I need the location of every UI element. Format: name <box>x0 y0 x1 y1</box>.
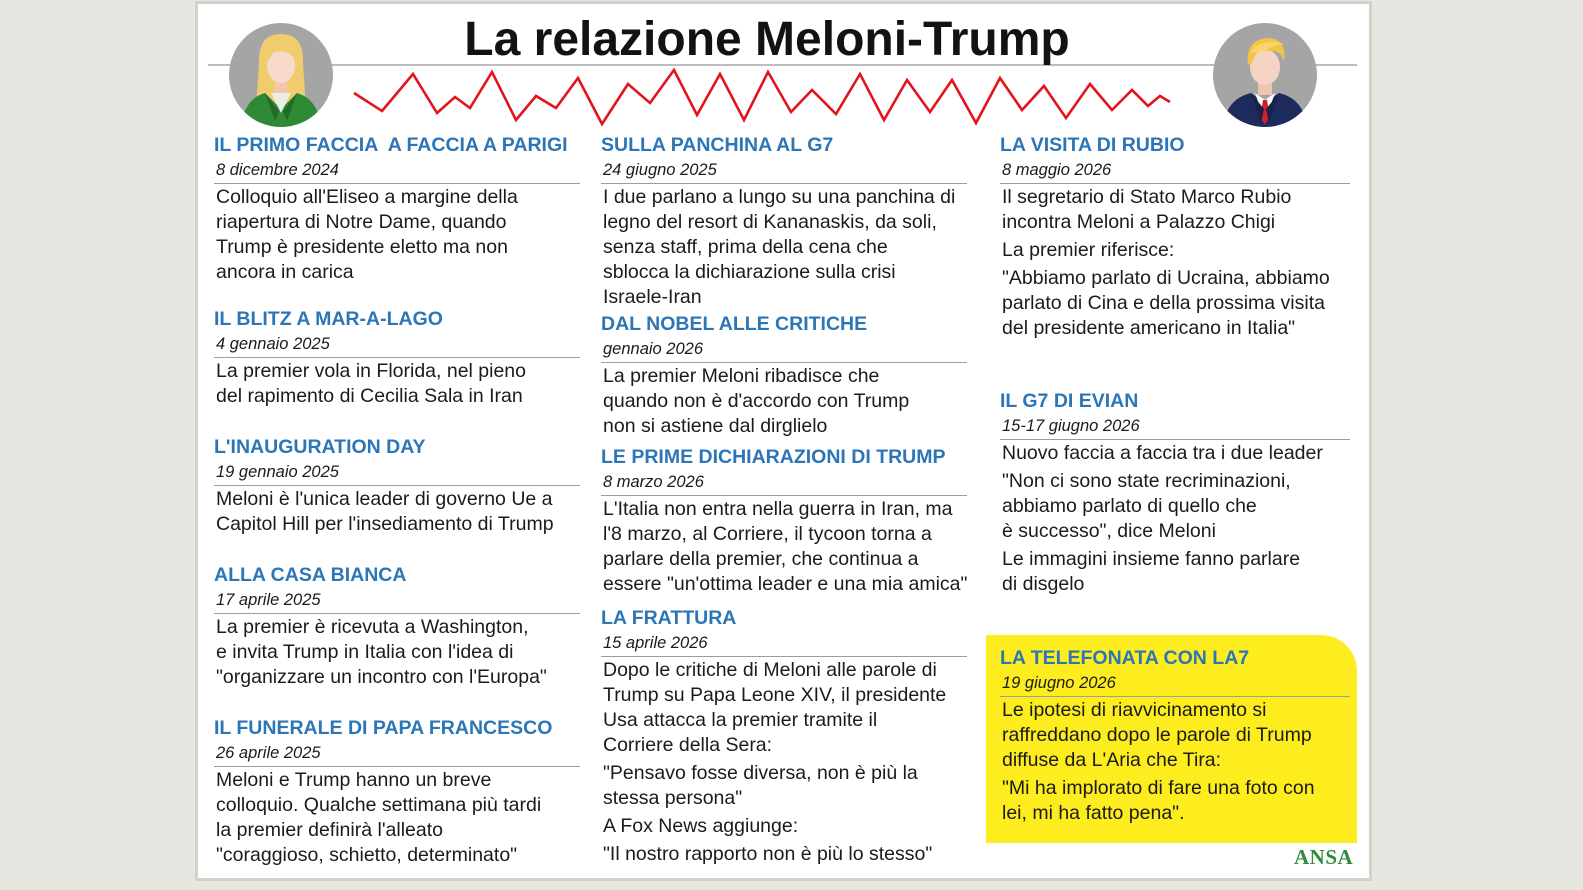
entry-line: stessa persona" <box>603 787 743 809</box>
timeline-entry <box>601 606 967 867</box>
timeline-entry <box>601 445 967 597</box>
entry-body <box>214 615 580 690</box>
entry-date: 24 giugno 2025 <box>601 158 967 184</box>
timeline-entry <box>1000 133 1350 341</box>
entry-line: La premier vola in Florida, nel pieno <box>216 360 527 382</box>
entry-body <box>1000 185 1350 341</box>
entry-line: non si astiene dal dirglielo <box>603 415 828 437</box>
entry-line: "Pensavo fosse diversa, non è più la <box>603 762 918 784</box>
entry-line: Usa attacca la premier tramite il <box>603 709 878 731</box>
entry-line: Le immagini insieme fanno parlare <box>1002 548 1301 570</box>
entry-line: Nuovo faccia a faccia tra i due leader <box>1002 442 1323 464</box>
entry-line: A Fox News aggiunge: <box>603 815 799 837</box>
entry-heading: IL FUNERALE DI PAPA FRANCESCO <box>214 717 553 739</box>
entry-line: senza staff, prima della cena che <box>603 236 888 258</box>
entry-heading: LE PRIME DICHIARAZIONI DI TRUMP <box>601 446 946 468</box>
entry-line: La premier Meloni ribadisce che <box>603 365 880 387</box>
entry-line: la premier definirà l'alleato <box>216 819 444 841</box>
entry-paragraph <box>1002 238 1350 263</box>
entry-body <box>601 658 967 867</box>
entry-heading: LA VISITA DI RUBIO <box>1000 134 1185 156</box>
entry-line: Corriere della Sera: <box>603 734 773 756</box>
entry-line: Le ipotesi di riavvicinamento si <box>1002 699 1267 721</box>
entry-line: I due parlano a lungo su una panchina di <box>603 186 956 208</box>
entry-line: Colloquio all'Eliseo a margine della <box>216 186 518 208</box>
entry-paragraph <box>603 364 967 439</box>
entry-heading: IL G7 DI EVIAN <box>1000 390 1139 412</box>
entry-line: legno del resort di Kananaskis, da soli, <box>603 211 937 233</box>
timeline-entry <box>214 563 580 690</box>
entry-line: Capitol Hill per l'insediamento di Trump <box>216 513 554 535</box>
entry-line: L'Italia non entra nella guerra in Iran, ma <box>603 498 953 520</box>
entry-date: 8 marzo 2026 <box>601 470 967 496</box>
entry-line: riapertura di Notre Dame, quando <box>216 211 507 233</box>
entry-heading: LA TELEFONATA CON LA7 <box>1000 647 1250 669</box>
entry-line: La premier è ricevuta a Washington, <box>216 616 529 638</box>
timeline-entry <box>601 312 967 439</box>
entry-paragraph <box>1002 441 1350 466</box>
timeline-column-right <box>1000 0 1350 890</box>
timeline-entry <box>601 133 967 310</box>
entry-paragraph <box>1002 469 1350 544</box>
entry-line: lei, mi ha fatto pena". <box>1002 802 1185 824</box>
entry-line: sblocca la dichiarazione sulla crisi <box>603 261 896 283</box>
entry-paragraph <box>216 615 580 690</box>
entry-date: 26 aprile 2025 <box>214 741 580 767</box>
entry-paragraph <box>216 768 580 868</box>
entry-line: incontra Meloni a Palazzo Chigi <box>1002 211 1276 233</box>
entry-body <box>601 497 967 597</box>
entry-paragraph <box>603 761 967 811</box>
entry-line: l'8 marzo, al Corriere, il tycoon torna a <box>603 523 932 545</box>
entry-paragraph <box>603 842 967 867</box>
entry-line: La premier riferisce: <box>1002 239 1175 261</box>
entry-line: Il segretario di Stato Marco Rubio <box>1002 186 1292 208</box>
entry-line: "coraggioso, schietto, determinato" <box>216 844 518 866</box>
entry-line: Trump è presidente eletto ma non <box>216 236 508 258</box>
entry-paragraph <box>603 497 967 597</box>
entry-line: colloquio. Qualche settimana più tardi <box>216 794 542 816</box>
entry-body <box>214 768 580 868</box>
entry-date: 4 gennaio 2025 <box>214 332 580 358</box>
entry-line: ancora in carica <box>216 261 354 283</box>
ansa-logo: ANSA <box>1294 845 1354 869</box>
entry-date: 8 dicembre 2024 <box>214 158 580 184</box>
entry-line: quando non è d'accordo con Trump <box>603 390 910 412</box>
entry-paragraph <box>216 185 580 285</box>
entry-line: del rapimento di Cecilia Sala in Iran <box>216 385 523 407</box>
entry-heading: IL PRIMO FACCIA A FACCIA A PARIGI <box>214 134 568 156</box>
entry-paragraph <box>216 359 580 409</box>
entry-heading: IL BLITZ A MAR-A-LAGO <box>214 308 443 330</box>
entry-paragraph <box>603 658 967 758</box>
entry-paragraph <box>603 814 967 839</box>
entry-line: Dopo le critiche di Meloni alle parole di <box>603 659 937 681</box>
timeline-entry <box>214 307 580 409</box>
entry-line: diffuse da L'Aria che Tira: <box>1002 749 1222 771</box>
entry-body <box>214 185 580 285</box>
entry-body <box>1000 698 1350 826</box>
entry-heading: LA FRATTURA <box>601 607 737 629</box>
entry-date: gennaio 2026 <box>601 337 967 363</box>
entry-paragraph <box>1002 698 1350 773</box>
entry-paragraph <box>1002 266 1350 341</box>
entry-line: "Non ci sono state recriminazioni, <box>1002 470 1291 492</box>
entry-line: parlare della premier, che continua a <box>603 548 919 570</box>
entry-line: "organizzare un incontro con l'Europa" <box>216 666 547 688</box>
entry-line: "Abbiamo parlato di Ucraina, abbiamo <box>1002 267 1330 289</box>
timeline-column-center <box>601 0 967 890</box>
entry-body <box>1000 441 1350 597</box>
timeline-column-left <box>214 0 580 890</box>
entry-body <box>214 487 580 537</box>
timeline-entry <box>214 716 580 868</box>
timeline-entry <box>214 435 580 537</box>
entry-line: Meloni e Trump hanno un breve <box>216 769 492 791</box>
entry-date: 19 giugno 2026 <box>1000 671 1350 697</box>
entry-paragraph <box>216 487 580 537</box>
entry-line: Israele-Iran <box>603 286 702 308</box>
entry-line: abbiamo parlato di quello che <box>1002 495 1257 517</box>
page-title: La relazione Meloni-Trump <box>464 13 1070 66</box>
entry-line: Trump su Papa Leone XIV, il presidente <box>603 684 947 706</box>
entry-line: Meloni è l'unica leader di governo Ue a <box>216 488 553 510</box>
entry-body <box>601 185 967 310</box>
entry-line: parlato di Cina e della prossima visita <box>1002 292 1325 314</box>
entry-heading: L'INAUGURATION DAY <box>214 436 426 458</box>
entry-paragraph <box>1002 776 1350 826</box>
entry-body <box>214 359 580 409</box>
entry-date: 19 gennaio 2025 <box>214 460 580 486</box>
entry-line: è successo", dice Meloni <box>1002 520 1216 542</box>
entry-line: e invita Trump in Italia con l'idea di <box>216 641 514 663</box>
entry-paragraph <box>1002 547 1350 597</box>
entry-line: raffreddano dopo le parole di Trump <box>1002 724 1312 746</box>
timeline-entry <box>986 635 1357 843</box>
entry-line: del presidente americano in Italia" <box>1002 317 1296 339</box>
entry-line: essere "un'ottima leader e una mia amica" <box>603 573 968 595</box>
entry-heading: ALLA CASA BIANCA <box>214 564 407 586</box>
entry-paragraph <box>603 185 967 310</box>
entry-date: 15-17 giugno 2026 <box>1000 414 1350 440</box>
entry-date: 15 aprile 2026 <box>601 631 967 657</box>
entry-heading: SULLA PANCHINA AL G7 <box>601 134 834 156</box>
timeline-entry <box>214 133 580 285</box>
entry-date: 8 maggio 2026 <box>1000 158 1350 184</box>
entry-line: "Mi ha implorato di fare una foto con <box>1002 777 1315 799</box>
entry-line: "Il nostro rapporto non è più lo stesso" <box>603 843 933 865</box>
entry-body <box>601 364 967 439</box>
entry-line: di disgelo <box>1002 573 1085 595</box>
entry-heading: DAL NOBEL ALLE CRITICHE <box>601 313 868 335</box>
entry-paragraph <box>1002 185 1350 235</box>
entry-date: 17 aprile 2025 <box>214 588 580 614</box>
timeline-entry <box>1000 389 1350 597</box>
